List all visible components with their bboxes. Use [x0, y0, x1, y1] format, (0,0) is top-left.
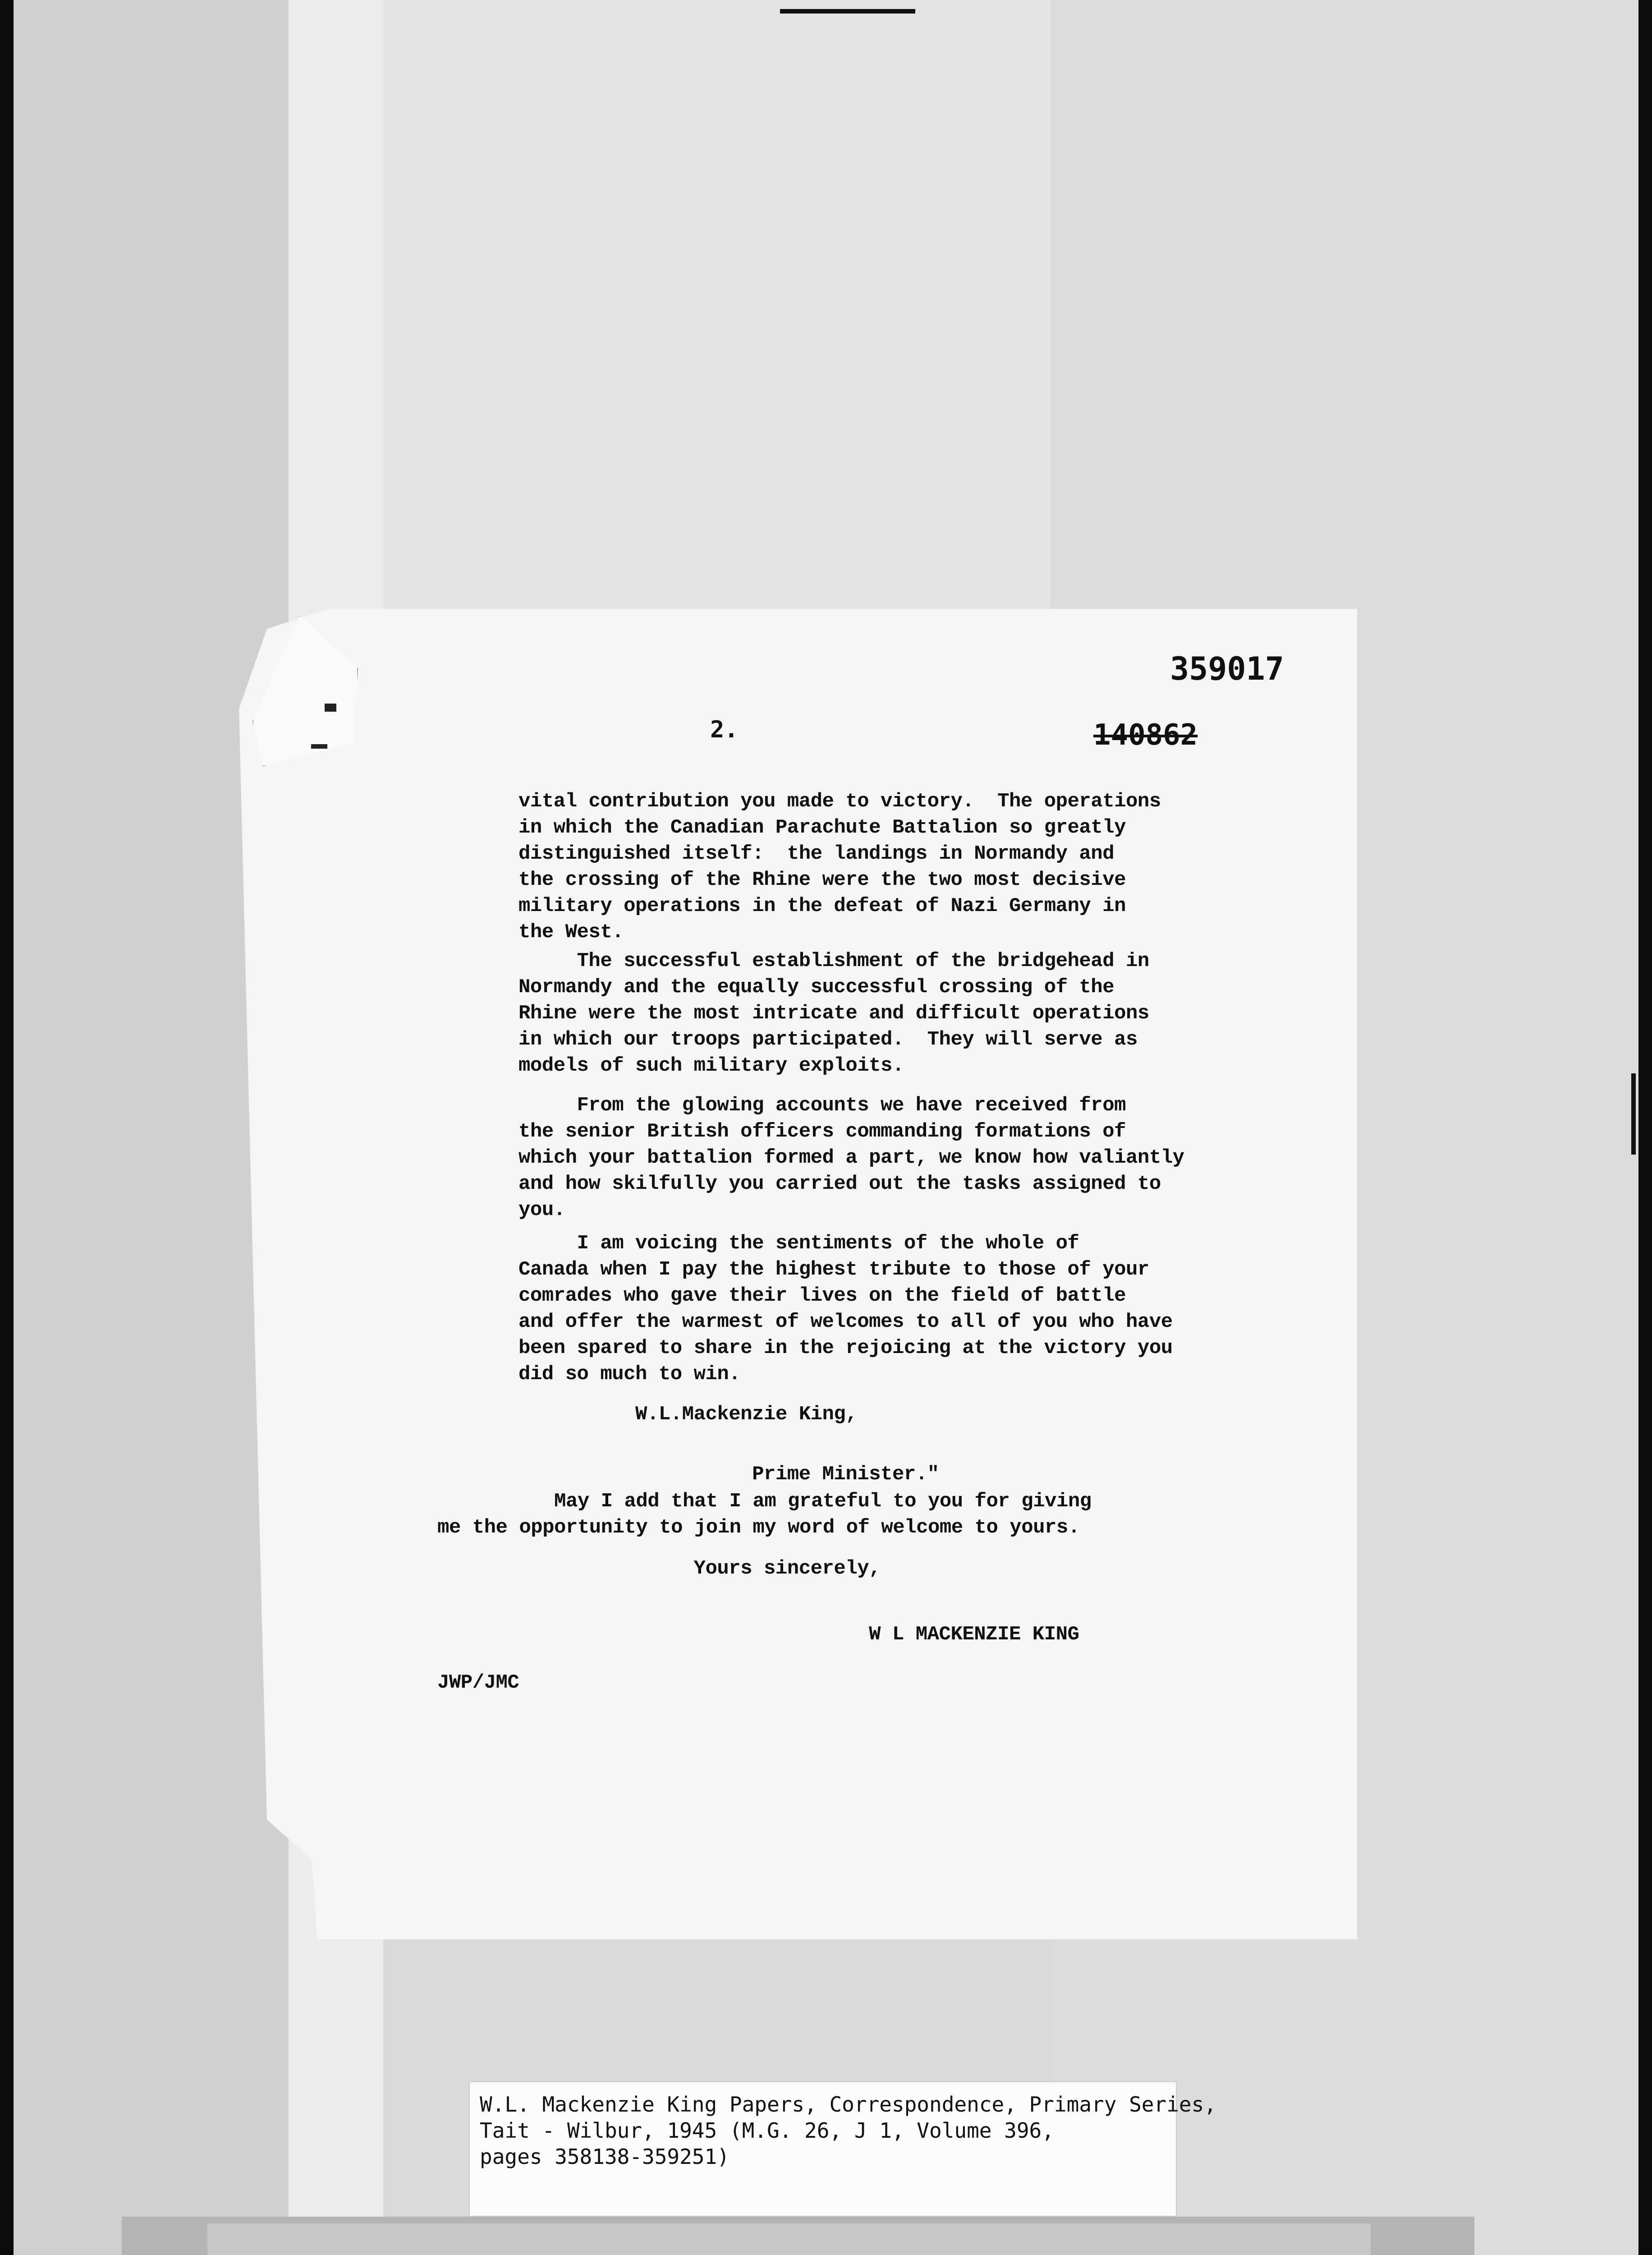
top-film-mark	[780, 9, 915, 14]
archive-stamp-banner	[122, 2217, 1474, 2255]
typist-initials: JWP/JMC	[437, 1671, 519, 1694]
reference-line: pages 358138-359251)	[480, 2145, 730, 2169]
letter-paragraph-1: vital contribution you made to victory. The operations in which the Canadian Parachute Battalion so greatly distinguished itself: the landings in Normandy and the crossing of the Rhine were the two most decisive military operations in the defeat of Nazi Germany in the West.	[519, 790, 1161, 943]
side-film-mark	[1631, 1073, 1636, 1155]
signature-line: W L MACKENZIE KING	[519, 1623, 1079, 1646]
letter-paragraph-2: The successful establishment of the bridgehead in Normandy and the equally successful crossing of the Rhine were the most intricate and difficult operations in which our troops participated. They will serve as models of such military exploits.	[519, 950, 1149, 1077]
reference-line: Tait - Wilbur, 1945 (M.G. 26, J 1, Volume 396,	[480, 2118, 1054, 2143]
reference-line: W.L. Mackenzie King Papers, Correspondence, Primary Series,	[480, 2092, 1216, 2117]
closing-paragraph: May I add that I am grateful to you for giving me the opportunity to join my word of welcome to yours.	[437, 1490, 1092, 1539]
corner-ink-mark	[325, 704, 336, 712]
archival-reference-label	[469, 2081, 1216, 2217]
archive-stamp-panel	[207, 2223, 1371, 2255]
valediction: Yours sincerely,	[519, 1557, 881, 1580]
backing-panel-center	[383, 0, 1051, 631]
letter-paragraph-3: From the glowing accounts we have received from the senior British officers commanding formations of which your battalion formed a part, we know how valiantly and how skilfully you carried out the tasks assigned to you.	[519, 1094, 1184, 1221]
film-border-right	[1638, 0, 1652, 2255]
quoted-signature: W.L.Mackenzie King,	[519, 1403, 858, 1426]
backing-panel-left	[14, 0, 289, 2255]
letter-paragraph-4: I am voicing the sentiments of the whole of Canada when I pay the highest tribute to those of your comrades who gave their lives on the field of battle and offer the warmest of welcomes to all of you who have been spared to share in the rejoicing at the victory you did so much to win.	[519, 1232, 1173, 1385]
quoted-title: Prime Minister."	[519, 1463, 939, 1486]
corner-ink-mark	[311, 744, 327, 749]
struck-through-number: 140862	[1093, 718, 1198, 752]
film-border-left	[0, 0, 14, 2255]
page-number: 2.	[710, 716, 739, 743]
document-number: 359017	[1170, 650, 1284, 687]
